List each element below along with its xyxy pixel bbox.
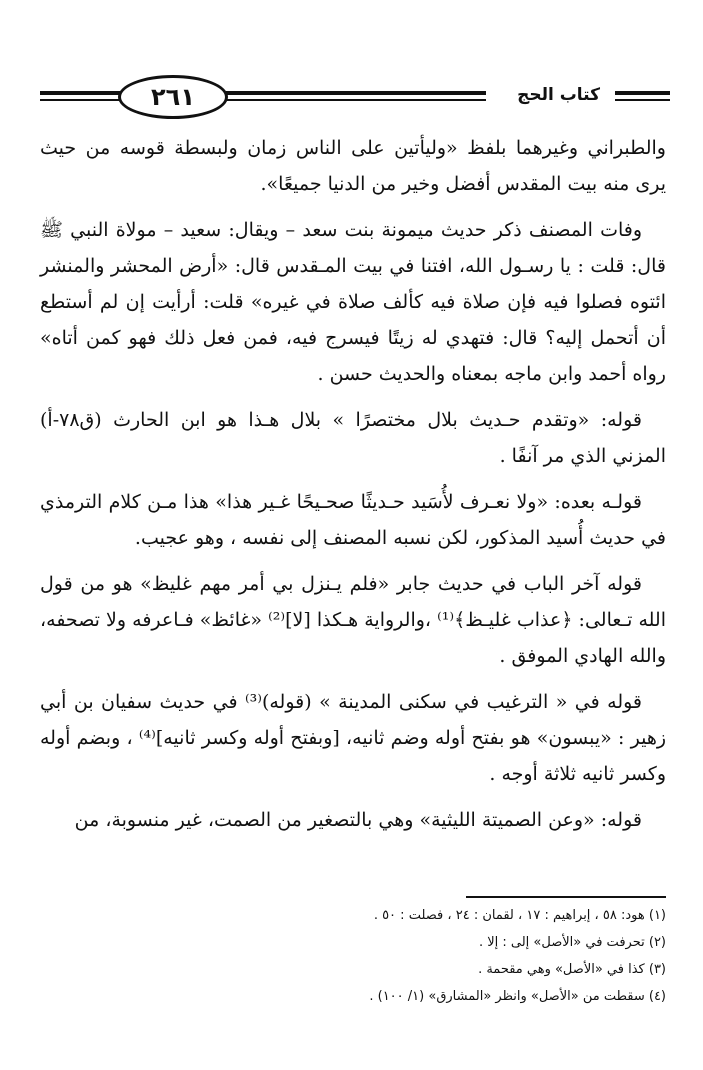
page-header [40,75,670,127]
footnote-separator [466,896,666,898]
paragraph: والطبراني وغيرهما بلفظ «وليأتين على الناس زمان ولبسطة قوسه من حيث يرى منه بيت المقدس أفضل وخير من الدنيا جميعًا». [40,137,666,195]
footnote: (١) هود: ٥٨ ، إبراهيم : ١٧ ، لقمان : ٢٤ ، فصلت : ٥٠ . [373,908,666,923]
paragraph: قوله آخر الباب في حديث جابر «فلم يـنزل بي أمر مهم غليظ» هو من قول الله تـعالى: ﴿عذاب غليـظ﴾⁽¹⁾ ،والرواية هـكذا [لا]⁽²⁾ «غائظ» فـاعرفه ولا تصحفه، والله الهادي الموفق . [40,573,667,667]
header-rule-left-thick [40,91,120,95]
header-rule-left-thin [40,99,120,101]
header-rule-mid-thin [226,99,486,101]
header-rule-right-thick [615,91,670,95]
header-rule-mid-thick [226,91,486,95]
footnote: (٣) كذا في «الأصل» وهي مقحمة . [478,962,666,977]
footnote: (٢) تحرفت في «الأصل» إلى : إلا . [478,935,666,950]
main-text [40,130,666,848]
footnotes [40,902,666,1010]
paragraph: قوله في « الترغيب في سكنى المدينة » (قوله)⁽³⁾ في حديث سفيان بن أبي زهير : «يبسون» هو بفتح أوله وضم ثانيه، [وبفتح أوله وكسر ثانيه]⁽⁴⁾ ، وبضم أوله وكسر ثانيه ثلاثة أوجه . [40,691,667,785]
running-title: كتاب الحج [517,85,600,105]
page-number: ٢٦١ [118,75,228,119]
paragraph: قوله: «وعن الصميتة الليثية» وهي بالتصغير من الصمت، غير منسوبة، من [74,809,642,831]
paragraph: قوله: «وتقدم حـديث بلال مختصرًا » بلال هـذا هو ابن الحارث (ق٧٨-أ) المزني الذي مر آنفًا . [40,409,666,467]
paragraph: وفات المصنف ذكر حديث ميمونة بنت سعد – ويقال: سعيد – مولاة النبي ﷺ قال: قلت : يا رسـول الله، افتنا في بيت المـقدس قال: «أرض المحشر والمنشر ائتوه فصلوا فيه فإن صلاة فيه كألف صلاة في غيره» قلت: أرأيت إن لم أستطع أن أتحمل إليه؟ قال: فتهدي له زيتًا فيسرج فيه، فمن فعل ذلك فهو كمن أتاه» رواه أحمد وابن ماجه بمعناه والحديث حسن . [40,219,666,385]
header-rule-right-thin [615,99,670,101]
paragraph: قولـه بعده: «ولا نعـرف لأُسَيد حـديثًا صحـيحًا غـير هذا» هذا مـن كلام الترمذي في حديث أُسيد المذكور، لكن نسبه المصنف إلى نفسه ، وهو عجيب. [40,491,666,549]
footnote: (٤) سقطت من «الأصل» وانظر «المشارق» (١/ ١٠٠) . [369,989,666,1004]
